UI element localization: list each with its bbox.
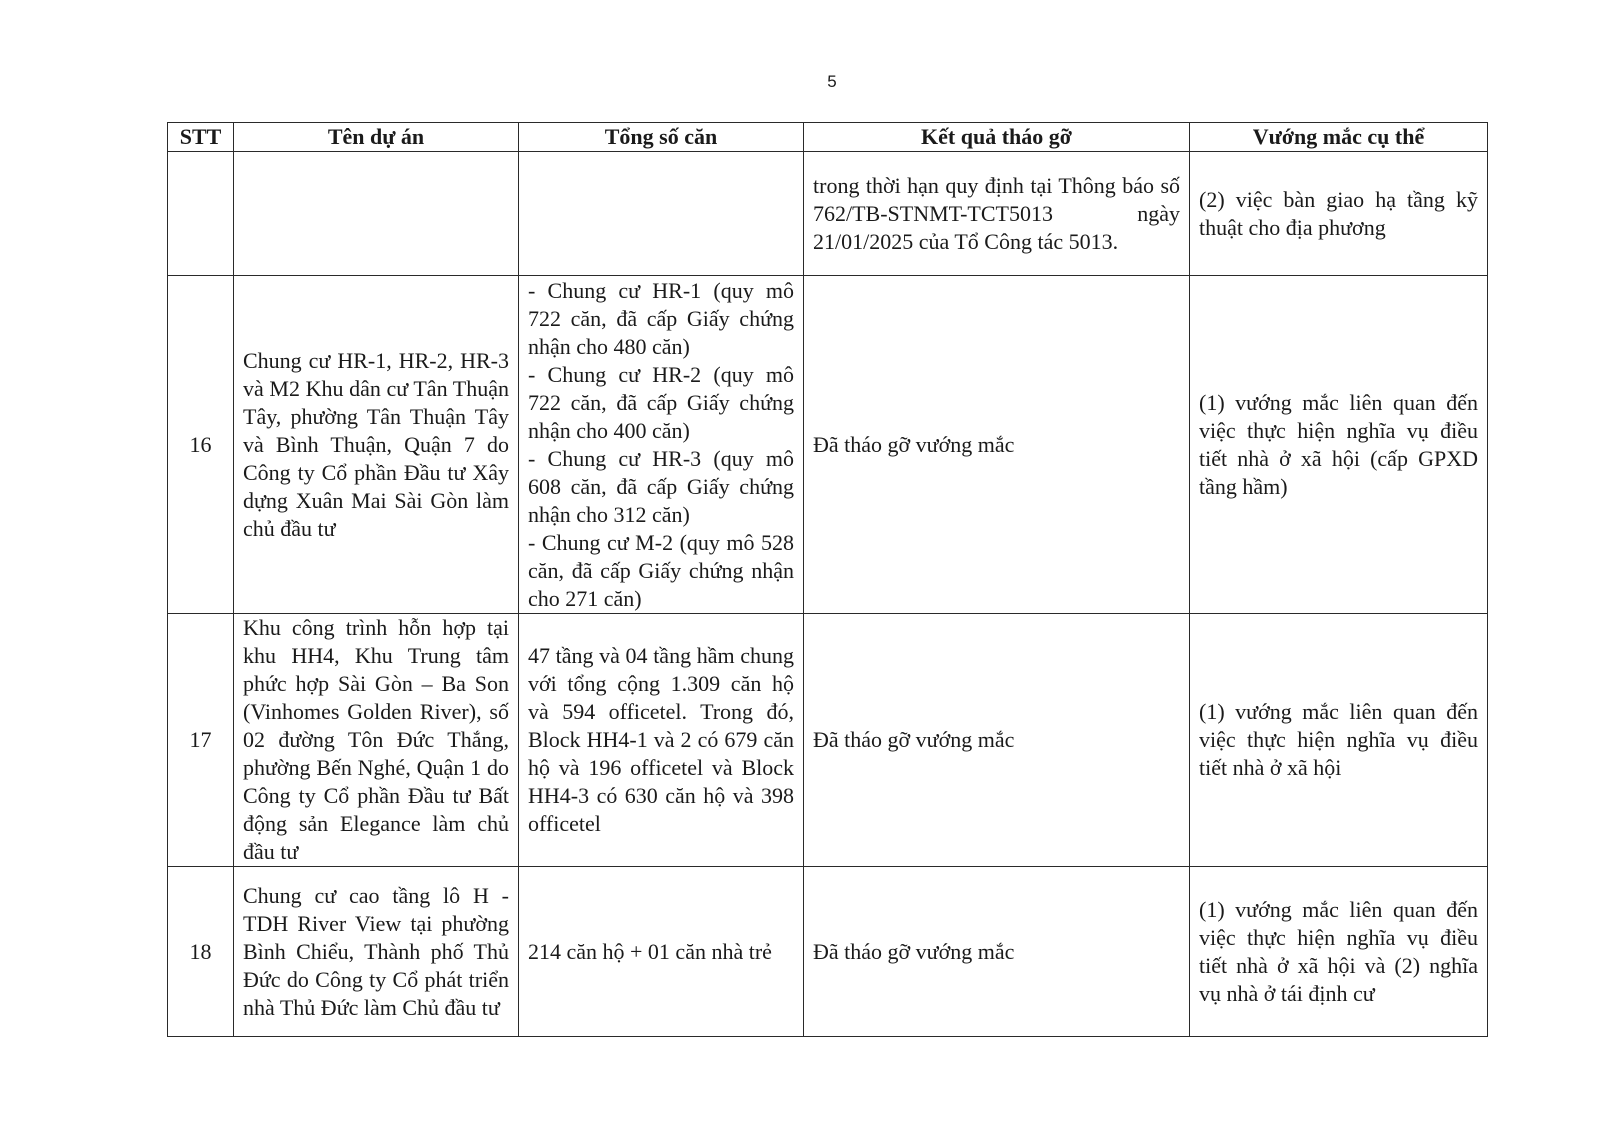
header-result: Kết quả tháo gỡ (804, 123, 1190, 152)
table-row (168, 152, 1488, 276)
projects-table (167, 122, 1488, 1037)
cell-stt: 17 (168, 614, 234, 867)
cell-total-units: 47 tầng và 04 tầng hầm chung với tổng cộng 1.309 căn hộ và 594 officetel. Trong đó, Block HH4-1 và 2 có 679 căn hộ và 196 officetel và Block HH4-3 có 630 căn hộ và 398 officetel (519, 614, 804, 867)
cell-stt (168, 152, 234, 276)
header-issue: Vướng mắc cụ thể (1190, 123, 1488, 152)
unit-line: - Chung cư M-2 (quy mô 528 căn, đã cấp Giấy chứng nhận cho 271 căn) (528, 529, 794, 611)
table-row (168, 867, 1488, 1037)
cell-result: Đã tháo gỡ vướng mắc (804, 276, 1190, 614)
cell-result: Đã tháo gỡ vướng mắc (804, 867, 1190, 1037)
cell-project-name: Khu công trình hỗn hợp tại khu HH4, Khu Trung tâm phức hợp Sài Gòn – Ba Son (Vinhomes Golden River), số 02 đường Tôn Đức Thắng, phường Bến Nghé, Quận 1 do Công ty Cổ phần Đầu tư Bất động sản Elegance làm chủ đầu tư (234, 614, 519, 867)
cell-total-units: 214 căn hộ + 01 căn nhà trẻ (519, 867, 804, 1037)
cell-issue: (2) việc bàn giao hạ tầng kỹ thuật cho địa phương (1190, 152, 1488, 276)
page-number: 5 (827, 72, 837, 91)
cell-project-name: Chung cư HR-1, HR-2, HR-3 và M2 Khu dân cư Tân Thuận Tây, phường Tân Thuận Tây và Bình Thuận, Quận 7 do Công ty Cổ phần Đầu tư Xây dựng Xuân Mai Sài Gòn làm chủ đầu tư (234, 276, 519, 614)
unit-line: - Chung cư HR-1 (quy mô 722 căn, đã cấp Giấy chứng nhận cho 480 căn) (528, 277, 794, 359)
cell-stt: 18 (168, 867, 234, 1037)
unit-line: - Chung cư HR-2 (quy mô 722 căn, đã cấp Giấy chứng nhận cho 400 căn) (528, 361, 794, 443)
cell-project-name (234, 152, 519, 276)
header-project-name: Tên dự án (234, 123, 519, 152)
cell-project-name: Chung cư cao tầng lô H - TDH River View tại phường Bình Chiểu, Thành phố Thủ Đức do Công ty Cổ phát triển nhà Thủ Đức làm Chủ đầu tư (234, 867, 519, 1037)
cell-result: Đã tháo gỡ vướng mắc (804, 614, 1190, 867)
cell-stt: 16 (168, 276, 234, 614)
cell-result: trong thời hạn quy định tại Thông báo số 762/TB-STNMT-TCT5013 ngày 21/01/2025 của Tổ Công tác 5013. (804, 152, 1190, 276)
header-stt: STT (168, 123, 234, 152)
table-row (168, 614, 1488, 867)
unit-line: - Chung cư HR-3 (quy mô 608 căn, đã cấp Giấy chứng nhận cho 312 căn) (528, 445, 794, 527)
cell-total-units (519, 276, 804, 614)
cell-issue: (1) vướng mắc liên quan đến việc thực hiện nghĩa vụ điều tiết nhà ở xã hội (1190, 614, 1488, 867)
table-row (168, 276, 1488, 614)
cell-issue: (1) vướng mắc liên quan đến việc thực hiện nghĩa vụ điều tiết nhà ở xã hội và (2) nghĩa vụ nhà ở tái định cư (1190, 867, 1488, 1037)
table-header-row (168, 123, 1488, 152)
header-total-units: Tổng số căn (519, 123, 804, 152)
cell-issue: (1) vướng mắc liên quan đến việc thực hiện nghĩa vụ điều tiết nhà ở xã hội (cấp GPXD tầng hầm) (1190, 276, 1488, 614)
cell-total-units (519, 152, 804, 276)
